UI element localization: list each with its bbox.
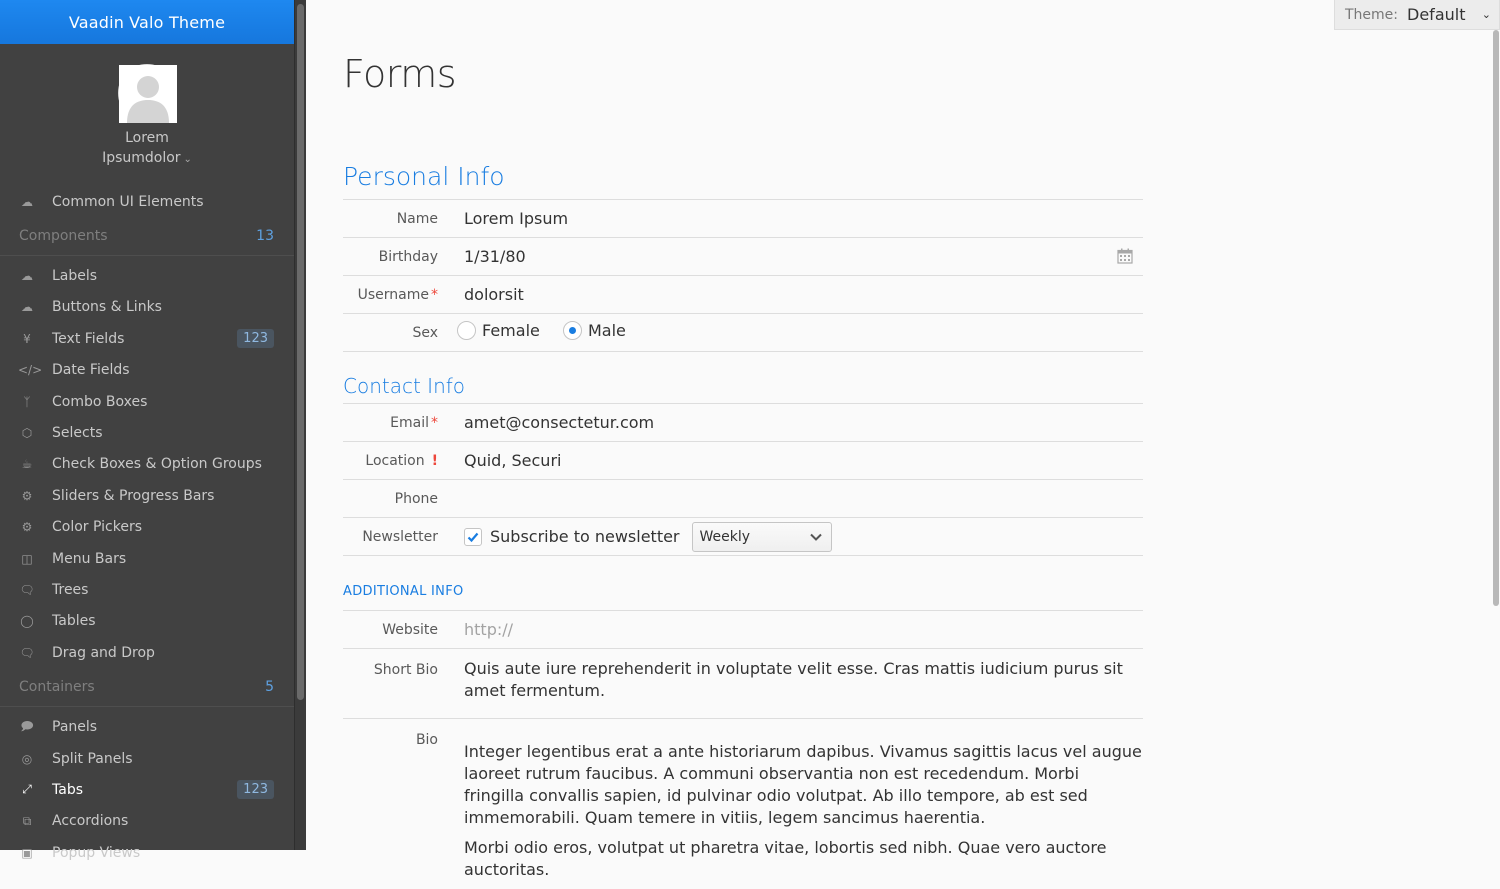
birthday-label: Birthday xyxy=(378,248,438,265)
bio-editor[interactable] xyxy=(464,741,1143,889)
location-field[interactable]: Quid, Securi xyxy=(464,451,562,470)
form-row-short-bio xyxy=(343,649,1143,719)
menu-item-tabs[interactable]: ⤢ Tabs 123 xyxy=(0,774,294,805)
comments-outline-icon: 🗩 xyxy=(20,718,34,733)
menu-item-color-pickers[interactable]: ⚙ Color Pickers xyxy=(0,512,294,543)
brand-name: Valo Theme xyxy=(129,12,226,32)
menu-badge: 123 xyxy=(237,329,274,348)
newsletter-frequency-select[interactable]: Weekly xyxy=(692,522,832,552)
cloud-upload-icon: ☁ xyxy=(21,269,33,284)
phone-label: Phone xyxy=(394,490,438,507)
form-row-sex xyxy=(343,314,1143,352)
name-label: Name xyxy=(396,210,438,227)
sidebar-scrollbar[interactable] xyxy=(294,0,306,850)
section-components: Components 13 xyxy=(0,217,294,256)
email-field[interactable]: amet@consectetur.com xyxy=(464,413,655,432)
user-last-name: Ipsumdolor xyxy=(102,150,181,166)
columns-icon: ◫ xyxy=(21,551,33,566)
sex-female-radio[interactable]: Female xyxy=(457,321,540,340)
gears-icon: ⚙ xyxy=(21,520,33,535)
cube-icon: ⬡ xyxy=(21,426,33,441)
name-field[interactable]: Lorem Ipsum xyxy=(464,209,569,228)
chevron-down-icon: ⌄ xyxy=(1481,8,1491,21)
newsletter-label: Newsletter xyxy=(362,528,438,545)
form-row-username xyxy=(343,276,1143,314)
radio-icon xyxy=(457,321,476,340)
nav-menu xyxy=(0,186,294,868)
section-personal-info: Personal Info xyxy=(343,156,1143,200)
sex-option-group xyxy=(457,321,1143,344)
comment-outline-icon: ◯ xyxy=(20,614,34,629)
main-content xyxy=(306,0,1500,879)
required-indicator: * xyxy=(431,286,438,303)
menu-item-common-ui[interactable]: ☁ Common UI Elements xyxy=(0,186,294,217)
menu-item-split-panels[interactable]: ◎ Split Panels xyxy=(0,743,294,774)
menu-item-selects[interactable]: ⬡ Selects xyxy=(0,417,294,448)
website-label: Website xyxy=(382,621,438,638)
yen-icon: ¥ xyxy=(23,331,31,346)
avatar[interactable] xyxy=(118,64,176,122)
section-count: 13 xyxy=(256,228,274,245)
menu-item-panels[interactable]: 🗩 Panels xyxy=(0,711,294,742)
app-brand xyxy=(0,0,294,44)
bio-paragraph: Morbi odio eros, volutpat ut pharetra vitae, lobortis sed nibh. Quae vero auctore auctoritas. xyxy=(464,838,1107,879)
credit-card-icon: ▣ xyxy=(21,845,33,860)
menu-item-labels[interactable]: ☁ Labels xyxy=(0,260,294,291)
error-indicator-icon: ! xyxy=(431,452,438,469)
copy-icon: ⧉ xyxy=(22,813,32,828)
user-menu-toggle[interactable] xyxy=(0,148,294,170)
cloud-icon: ☁ xyxy=(21,194,33,209)
fork-icon: ᛉ xyxy=(23,394,31,409)
bio-label: Bio xyxy=(415,732,438,748)
birthday-field[interactable]: 1/31/80 xyxy=(464,247,526,266)
username-label: Username xyxy=(357,286,429,303)
gear-icon: ⚙ xyxy=(21,488,33,503)
newsletter-controls xyxy=(464,522,1143,552)
menu-item-buttons-links[interactable]: ☁ Buttons & Links xyxy=(0,292,294,323)
section-additional-info: ADDITIONAL INFO xyxy=(343,556,1143,611)
user-first-name: Lorem xyxy=(125,130,169,146)
section-count: 5 xyxy=(265,679,274,696)
form-row-name xyxy=(343,200,1143,238)
sex-label: Sex xyxy=(412,324,438,341)
comments-icon: 🗨 xyxy=(19,645,35,660)
short-bio-label: Short Bio xyxy=(373,662,438,678)
form xyxy=(343,156,1143,889)
newsletter-checkbox[interactable]: Subscribe to newsletter xyxy=(464,527,680,546)
chevron-down-icon xyxy=(809,531,823,543)
menu-item-trees[interactable]: 🗨 Trees xyxy=(19,581,89,598)
sidebar xyxy=(0,0,294,861)
theme-label: Theme: xyxy=(1345,6,1399,23)
chevron-down-icon: ⌄ xyxy=(183,154,192,165)
main-scrollbar-thumb[interactable] xyxy=(1493,30,1499,606)
form-row-birthday xyxy=(343,238,1143,276)
menu-item-accordions[interactable]: ⧉ Accordions xyxy=(0,806,294,837)
form-row-email xyxy=(343,404,1143,442)
form-row-bio xyxy=(343,719,1143,889)
user-silhouette-icon xyxy=(119,65,177,123)
form-row-location xyxy=(343,442,1143,480)
comment-icon: 🗨 xyxy=(19,582,35,597)
radio-selected-icon xyxy=(563,321,582,340)
menu-item-date-fields[interactable]: </> Date Fields xyxy=(18,362,130,379)
cloud-upload-icon: ☁ xyxy=(21,300,33,315)
required-indicator: * xyxy=(431,414,438,431)
form-row-newsletter xyxy=(343,518,1143,556)
menu-badge: 123 xyxy=(237,780,274,799)
main-scrollbar[interactable] xyxy=(1492,30,1500,606)
sidebar-scrollbar-thumb[interactable] xyxy=(297,4,304,700)
menu-item-sliders[interactable]: ⚙ Sliders & Progress Bars xyxy=(0,480,294,511)
form-row-website xyxy=(343,611,1143,649)
calendar-icon[interactable] xyxy=(1117,248,1133,264)
theme-value: Default xyxy=(1407,5,1466,24)
username-field[interactable]: dolorsit xyxy=(464,285,524,304)
form-row-phone xyxy=(343,480,1143,518)
coffee-icon: ☕ xyxy=(21,457,33,472)
compass-icon: ◎ xyxy=(21,751,33,766)
theme-select[interactable] xyxy=(1334,0,1500,30)
menu-item-drag-drop[interactable]: 🗨 Drag and Drop xyxy=(19,644,155,661)
menu-item-text-fields[interactable]: ¥ Text Fields 123 xyxy=(0,323,294,354)
brand-prefix: Vaadin xyxy=(68,12,125,32)
menu-item-check-boxes[interactable]: ☕ Check Boxes & Option Groups xyxy=(0,449,294,480)
sex-male-radio[interactable]: Male xyxy=(563,321,626,340)
menu-item-tables[interactable]: ◯ Tables xyxy=(0,606,294,637)
location-label: Location xyxy=(365,452,425,469)
short-bio-field[interactable]: Quis aute iure reprehenderit in voluptate velit esse. Cras mattis iudicium purus sit amet fermentum. xyxy=(464,659,1123,700)
compress-icon: ⤢ xyxy=(22,782,32,797)
section-contact-info: Contact Info xyxy=(343,352,1143,404)
email-label: Email xyxy=(390,414,429,431)
menu-item-combo-boxes[interactable]: ᛉ Combo Boxes xyxy=(0,386,294,417)
code-icon: </> xyxy=(18,363,43,378)
section-containers: Containers 5 xyxy=(0,668,294,707)
page-title: Forms xyxy=(343,52,457,96)
checkmark-icon xyxy=(467,531,479,543)
menu-item-menu-bars[interactable]: ◫ Menu Bars xyxy=(0,543,294,574)
website-field[interactable]: http:// xyxy=(464,620,514,639)
menu-item-popup-views[interactable]: ▣ Popup Views xyxy=(0,837,294,868)
bio-paragraph: Integer legentibus erat a ante historiarum dapibus. Vivamus sagittis lacus vel augue laoreet rutrum faucibus. A communi observantia non est recedendum. Morbi fringilla convallis sapien, id pulvinar odio volutpat. Ab illo tempore, ab est sed immemorabili. Quam temere in vitiis, legem sancimus haerentia. xyxy=(464,742,1142,827)
